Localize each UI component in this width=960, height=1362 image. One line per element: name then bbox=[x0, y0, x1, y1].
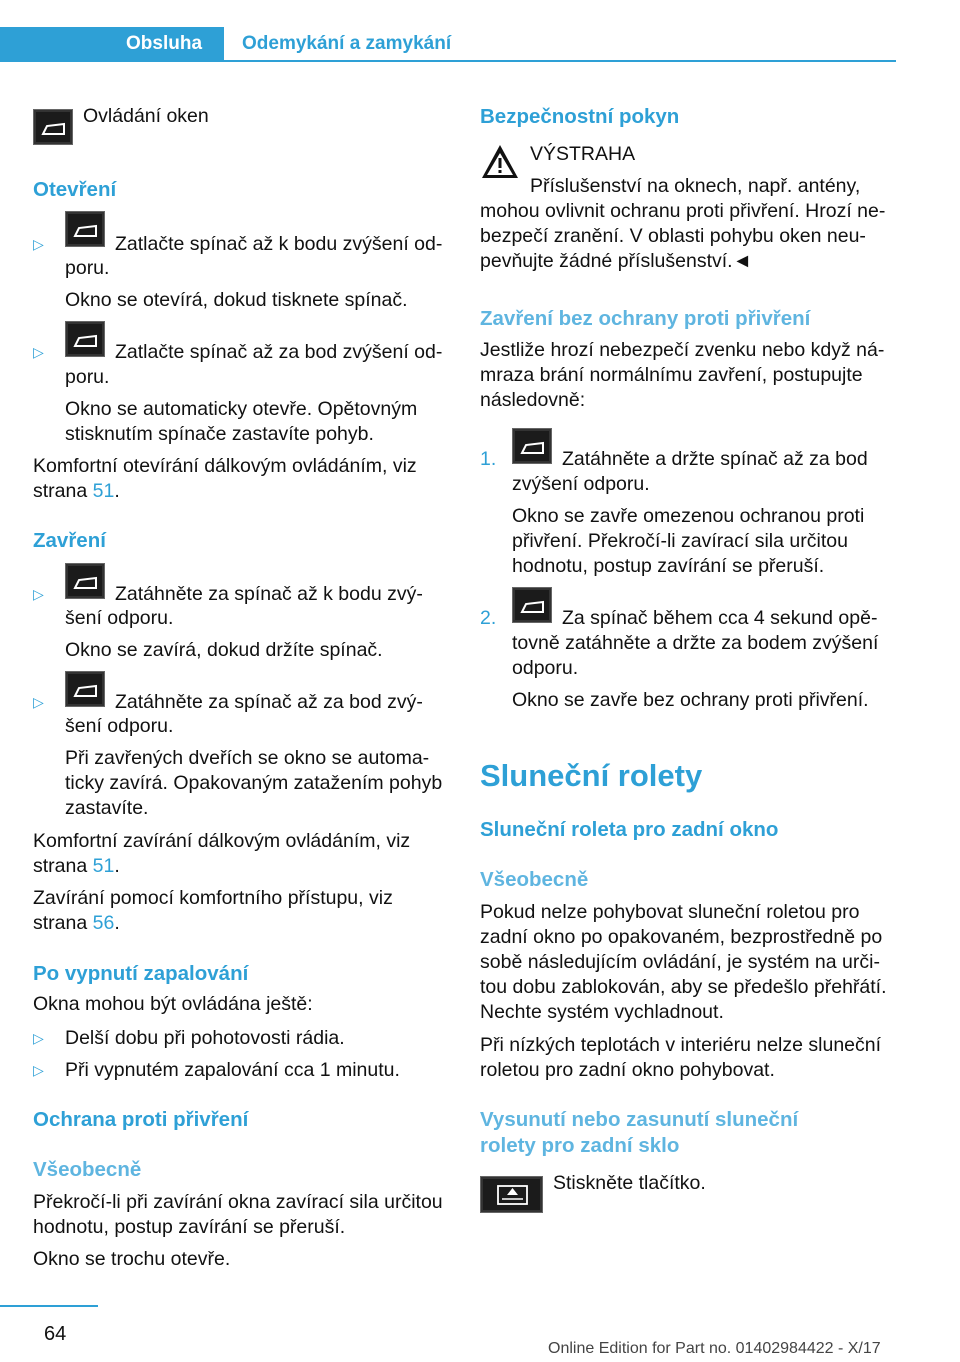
list-triangle-icon: ▷ bbox=[33, 586, 44, 602]
list-triangle-icon: ▷ bbox=[33, 344, 44, 360]
footer-divider bbox=[0, 1305, 98, 1307]
warning-triangle-icon bbox=[480, 142, 520, 182]
step1-line1: Zatáhněte a držte spínač až za bod bbox=[562, 448, 868, 470]
page-link-51[interactable]: 51 bbox=[92, 855, 115, 877]
step1-sub1: Okno se zavře omezenou ochranou proti bbox=[512, 505, 865, 527]
period: . bbox=[114, 912, 120, 934]
list-triangle-icon: ▷ bbox=[33, 1062, 44, 1078]
nopinch-line1: Jestliže hrozí nebezpečí zvenku nebo když ná- bbox=[480, 339, 885, 361]
pinch-text3: Okno se trochu otevře. bbox=[33, 1248, 231, 1270]
rear-blind-heading: Sluneční roleta pro zadní okno bbox=[480, 818, 779, 841]
step1-sub2: přivření. Překročí-li zavírací sila určitou bbox=[512, 530, 848, 552]
window-switch-icon bbox=[512, 428, 552, 464]
pinch-text2: hodnotu, postup zavírání se přeruší. bbox=[33, 1216, 346, 1238]
rear-blind-subheading: Všeobecně bbox=[480, 868, 589, 891]
period: . bbox=[114, 855, 120, 877]
ignition-heading: Po vypnutí zapalování bbox=[33, 962, 249, 985]
window-switch-icon bbox=[65, 211, 105, 247]
open-item2-line2: poru. bbox=[65, 366, 110, 388]
open-heading: Otevření bbox=[33, 178, 117, 201]
close-access-line1: Zavírání pomocí komfortního přístupu, viz bbox=[33, 887, 393, 909]
text-strana: strana bbox=[33, 480, 93, 502]
open-item2-sub2: stisknutím spínače zastavíte pohyb. bbox=[65, 423, 374, 445]
close-item1-line1: Zatáhněte za spínač až k bodu zvý- bbox=[115, 583, 423, 605]
close-item2-line2: šení odporu. bbox=[65, 715, 174, 737]
close-access-line2 bbox=[33, 911, 120, 936]
tab-odemykani[interactable]: Odemykání a zamykání bbox=[242, 33, 452, 54]
close-item2-line1: Zatáhněte za spínač až za bod zvý- bbox=[115, 691, 423, 713]
warning-line2: mohou ovlivnit ochranu proti přivření. Hrozí ne- bbox=[480, 200, 886, 222]
open-item1-sub: Okno se otevírá, dokud tisknete spínač. bbox=[65, 289, 408, 311]
list-triangle-icon: ▷ bbox=[33, 694, 44, 710]
extend-heading-line1: Vysunutí nebo zasunutí sluneční bbox=[480, 1108, 799, 1131]
window-switch-icon bbox=[512, 587, 552, 623]
step1-sub3: hodnotu, postup zavírání se přeruší. bbox=[512, 555, 825, 577]
pinch-heading: Ochrana proti přivření bbox=[33, 1108, 249, 1131]
text-strana: strana bbox=[33, 855, 93, 877]
nopinch-line3: následovně: bbox=[480, 389, 586, 411]
rear-line2: zadní okno po opakovaném, bezprostředně po bbox=[480, 926, 883, 948]
close-comfort-line2 bbox=[33, 854, 120, 879]
open-item2-sub1: Okno se automaticky otevře. Opětovným bbox=[65, 398, 418, 420]
tab-obsluha[interactable]: Obsluha bbox=[0, 27, 224, 60]
ignition-item2: Při vypnutém zapalování cca 1 minutu. bbox=[65, 1059, 400, 1081]
close-comfort-line1: Komfortní zavírání dálkovým ovládáním, viz bbox=[33, 830, 411, 852]
rear-line5: Nechte systém vychladnout. bbox=[480, 1001, 724, 1023]
header-divider bbox=[0, 60, 896, 62]
rear-line4: tou dobu zablokován, aby se předešlo přehřátí. bbox=[480, 976, 887, 998]
step2-number: 2. bbox=[480, 607, 497, 629]
close-item2-sub1: Při zavřených dveřích se okno se automa- bbox=[65, 747, 430, 769]
warning-line3: bezpečí zranění. V oblasti pohybu oken neu- bbox=[480, 225, 866, 247]
extend-text: Stiskněte tlačítko. bbox=[553, 1172, 706, 1194]
close-item2-sub2: ticky zavírá. Opakovaným zatažením pohyb bbox=[65, 772, 443, 794]
rear-blind-button-icon bbox=[480, 1176, 543, 1213]
rear-line6: Při nízkých teplotách v interiéru nelze sluneční bbox=[480, 1034, 882, 1056]
period: . bbox=[114, 480, 120, 502]
list-triangle-icon: ▷ bbox=[33, 236, 44, 252]
ignition-item1: Delší dobu při pohotovosti rádia. bbox=[65, 1027, 345, 1049]
close-item2-sub3: zastavíte. bbox=[65, 797, 149, 819]
text-strana: strana bbox=[33, 912, 93, 934]
window-switch-icon bbox=[65, 671, 105, 707]
safety-heading: Bezpečnostní pokyn bbox=[480, 105, 680, 128]
open-item1-line2: poru. bbox=[65, 257, 110, 279]
close-item1-line2: šení odporu. bbox=[65, 607, 174, 629]
rear-line7: roletou pro zadní okno pohybovat. bbox=[480, 1059, 775, 1081]
open-comfort-line1: Komfortní otevírání dálkovým ovládáním, viz bbox=[33, 455, 417, 477]
step2-line2: tovně zatáhněte a držte za bodem zvýšení bbox=[512, 632, 879, 654]
rear-line1: Pokud nelze pohybovat sluneční roletou pro bbox=[480, 901, 860, 923]
intro-label: Ovládání oken bbox=[83, 105, 209, 127]
nopinch-line2: mraza brání normálnímu zavření, postupujte bbox=[480, 364, 863, 386]
step2-line1: Za spínač během cca 4 sekund opě- bbox=[562, 607, 878, 629]
open-comfort-line2 bbox=[33, 479, 120, 504]
page-number: 64 bbox=[44, 1323, 67, 1345]
close-heading: Zavření bbox=[33, 529, 106, 552]
pinch-text1: Překročí-li při zavírání okna zavírací sila určitou bbox=[33, 1191, 443, 1213]
warning-line4: pevňujte žádné příslušenství.◄ bbox=[480, 250, 752, 272]
open-item1-line1: Zatlačte spínač až k bodu zvýšení od- bbox=[115, 233, 443, 255]
step1-line2: zvýšení odporu. bbox=[512, 473, 650, 495]
step2-line3: odporu. bbox=[512, 657, 579, 679]
nopinch-heading: Zavření bez ochrany proti přivření bbox=[480, 307, 811, 330]
edition-text: Online Edition for Part no. 01402984422 - X/17 bbox=[548, 1340, 881, 1357]
warning-title: VÝSTRAHA bbox=[530, 143, 636, 165]
page-link-56[interactable]: 56 bbox=[92, 912, 115, 934]
close-item1-sub: Okno se zavírá, dokud držíte spínač. bbox=[65, 639, 383, 661]
blinds-heading: Sluneční rolety bbox=[480, 758, 703, 793]
ignition-text: Okna mohou být ovládána ještě: bbox=[33, 993, 313, 1015]
open-item2-line1: Zatlačte spínač až za bod zvýšení od- bbox=[115, 341, 443, 363]
step1-number: 1. bbox=[480, 448, 497, 470]
rear-line3: sobě následujícím ovládání, je systém na urči- bbox=[480, 951, 880, 973]
page-link-51[interactable]: 51 bbox=[92, 480, 115, 502]
window-switch-icon bbox=[65, 563, 105, 599]
warning-line1: Příslušenství na oknech, např. antény, bbox=[530, 175, 861, 197]
list-triangle-icon: ▷ bbox=[33, 1030, 44, 1046]
window-switch-icon bbox=[65, 321, 105, 357]
step2-sub: Okno se zavře bez ochrany proti přivření. bbox=[512, 689, 869, 711]
pinch-subheading: Všeobecně bbox=[33, 1158, 142, 1181]
extend-heading-line2: rolety pro zadní sklo bbox=[480, 1134, 680, 1157]
window-switch-icon bbox=[33, 109, 73, 145]
